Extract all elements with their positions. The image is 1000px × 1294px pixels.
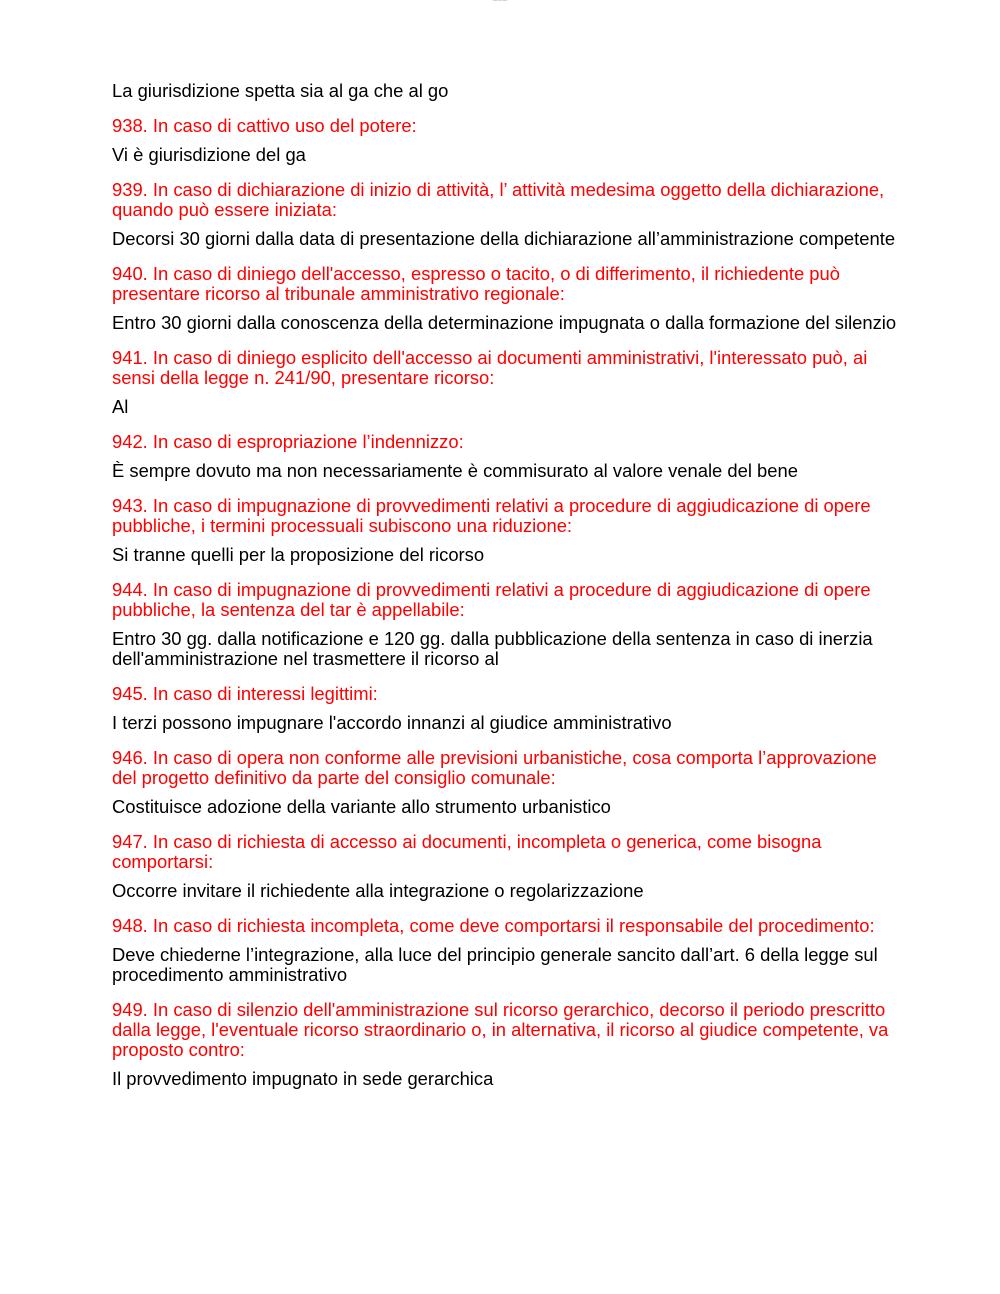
qa-entry-945 bbox=[112, 684, 902, 733]
qa-entry-940 bbox=[112, 264, 902, 333]
answer-948: Deve chiederne l’integrazione, alla luce del principio generale sancito dall’art. 6 della legge sul procedimento amministrativo bbox=[112, 944, 878, 985]
answer-944: Entro 30 gg. dalla notificazione e 120 gg. dalla pubblicazione della sentenza in caso di inerzia dell'amministrazione nel trasmettere il ricorso al bbox=[112, 628, 873, 669]
answer-949: Il provvedimento impugnato in sede gerarchica bbox=[112, 1068, 494, 1089]
question-942: 942. In caso di espropriazione l’indennizzo: bbox=[112, 431, 464, 452]
qa-entry-946 bbox=[112, 748, 902, 817]
qa-entry-941 bbox=[112, 348, 902, 417]
question-949: 949. In caso di silenzio dell'amministrazione sul ricorso gerarchico, decorso il periodo prescritto dalla legge, l'eventuale ricorso straordinario o, in alternativa, il ricorso al giudice competente, va proposto contro: bbox=[112, 999, 889, 1060]
page-header-mark: ooooo oo ooooo bbox=[492, 0, 508, 2]
qa-entry-949 bbox=[112, 1000, 902, 1089]
question-940: 940. In caso di diniego dell'accesso, espresso o tacito, o di differimento, il richiedente può presentare ricorso al tribunale amministrativo regionale: bbox=[112, 263, 840, 304]
qa-entry-948 bbox=[112, 916, 902, 985]
answer-945: I terzi possono impugnare l'accordo innanzi al giudice amministrativo bbox=[112, 712, 672, 733]
document-content bbox=[112, 81, 902, 1104]
answer-941: Al bbox=[112, 396, 129, 417]
question-947: 947. In caso di richiesta di accesso ai documenti, incompleta o generica, come bisogna comportarsi: bbox=[112, 831, 822, 872]
question-943: 943. In caso di impugnazione di provvedimenti relativi a procedure di aggiudicazione di opere pubbliche, i termini processuali subiscono una riduzione: bbox=[112, 495, 871, 536]
answer-947: Occorre invitare il richiedente alla integrazione o regolarizzazione bbox=[112, 880, 644, 901]
question-944: 944. In caso di impugnazione di provvedimenti relativi a procedure di aggiudicazione di opere pubbliche, la sentenza del tar è appellabile: bbox=[112, 579, 871, 620]
answer-946: Costituisce adozione della variante allo strumento urbanistico bbox=[112, 796, 611, 817]
question-946: 946. In caso di opera non conforme alle previsioni urbanistiche, cosa comporta l’approvazione del progetto definitivo da parte del consiglio comunale: bbox=[112, 747, 877, 788]
qa-entry-944 bbox=[112, 580, 902, 669]
qa-entry-939 bbox=[112, 180, 902, 249]
question-945: 945. In caso di interessi legittimi: bbox=[112, 683, 378, 704]
answer-940: Entro 30 giorni dalla conoscenza della determinazione impugnata o dalla formazione del silenzio bbox=[112, 312, 897, 333]
qa-entry-938 bbox=[112, 116, 902, 165]
lead-answer: La giurisdizione spetta sia al ga che al go bbox=[112, 80, 449, 101]
qa-entry-947 bbox=[112, 832, 902, 901]
question-941: 941. In caso di diniego esplicito dell'accesso ai documenti amministrativi, l'interessato può, ai sensi della legge n. 241/90, presentare ricorso: bbox=[112, 347, 868, 388]
answer-939: Decorsi 30 giorni dalla data di presentazione della dichiarazione all’amministrazione competente bbox=[112, 228, 896, 249]
qa-entry-943 bbox=[112, 496, 902, 565]
question-938: 938. In caso di cattivo uso del potere: bbox=[112, 115, 417, 136]
answer-938: Vi è giurisdizione del ga bbox=[112, 144, 306, 165]
answer-942: È sempre dovuto ma non necessariamente è commisurato al valore venale del bene bbox=[112, 460, 798, 481]
qa-entry-942 bbox=[112, 432, 902, 481]
question-948: 948. In caso di richiesta incompleta, come deve comportarsi il responsabile del procedimento: bbox=[112, 915, 875, 936]
answer-943: Si tranne quelli per la proposizione del ricorso bbox=[112, 544, 485, 565]
question-939: 939. In caso di dichiarazione di inizio di attività, l’ attività medesima oggetto della dichiarazione, quando può essere iniziata: bbox=[112, 179, 885, 220]
